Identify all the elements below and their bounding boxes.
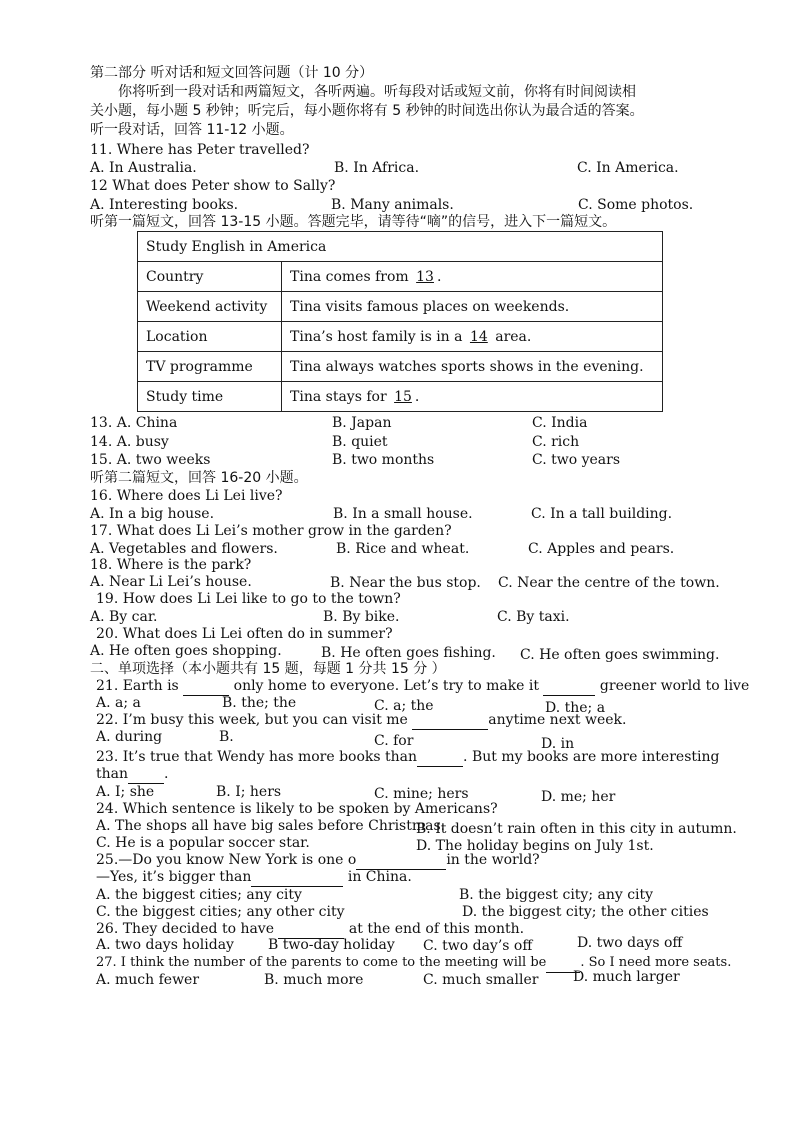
- q11-option-c[interactable]: C. In America.: [577, 160, 679, 176]
- q24-option-b[interactable]: B. It doesn’t rain often in this city in autumn.: [416, 821, 737, 837]
- q20-option-a[interactable]: A. He often goes shopping.: [90, 643, 282, 659]
- q11-stem: 11. Where has Peter travelled?: [90, 142, 310, 158]
- q15-option-c[interactable]: C. two years: [532, 452, 621, 468]
- q20-option-b[interactable]: B. He often goes fishing.: [321, 645, 496, 661]
- q16-option-a[interactable]: A. In a big house.: [90, 506, 215, 522]
- table-row: [138, 292, 663, 322]
- table-row: [138, 382, 663, 412]
- study-english-table: [137, 231, 663, 412]
- q18-option-c[interactable]: C. Near the centre of the town.: [498, 575, 720, 591]
- q13-option-a[interactable]: 13. A. China: [90, 415, 178, 431]
- q27-option-a[interactable]: A. much fewer: [96, 972, 200, 988]
- q22-option-b[interactable]: B.: [219, 729, 234, 745]
- q12-option-c[interactable]: C. Some photos.: [578, 197, 694, 213]
- q19-option-a[interactable]: A. By car.: [90, 609, 158, 625]
- q15-option-a[interactable]: 15. A. two weeks: [90, 452, 211, 468]
- q21-option-d[interactable]: D. the; a: [545, 700, 606, 716]
- table-title: Study English in America: [138, 232, 663, 262]
- q12-stem: 12 What does Peter show to Sally?: [90, 178, 336, 194]
- q18-stem: 18. Where is the park?: [90, 557, 252, 573]
- q26-option-c[interactable]: C. two day’s off: [423, 938, 533, 954]
- q23-option-c[interactable]: C. mine; hers: [374, 786, 469, 802]
- dialog-intro: 听一段对话，回答 11-12 小题。: [90, 122, 294, 138]
- q21-option-a[interactable]: A. a; a: [96, 695, 141, 711]
- table-value: Tina visits famous places on weekends.: [282, 292, 663, 322]
- q21-option-c[interactable]: C. a; the: [374, 698, 434, 714]
- q14-option-c[interactable]: C. rich: [532, 434, 580, 450]
- q25-option-a[interactable]: A. the biggest cities; any city: [96, 887, 302, 903]
- q24-stem: 24. Which sentence is likely to be spoken by Americans?: [96, 801, 498, 817]
- q27-option-b[interactable]: B. much more: [264, 972, 364, 988]
- blank-15[interactable]: 15: [394, 388, 412, 405]
- q12-option-b[interactable]: B. Many animals.: [331, 197, 454, 213]
- table-key: Location: [138, 322, 282, 352]
- q19-option-c[interactable]: C. By taxi.: [497, 609, 570, 625]
- blank-23b[interactable]: [128, 765, 164, 784]
- blank-13[interactable]: 13: [416, 268, 434, 285]
- q11-option-b[interactable]: B. In Africa.: [334, 160, 420, 176]
- q25-option-d[interactable]: D. the biggest city; the other cities: [462, 904, 709, 920]
- blank-23a[interactable]: [417, 748, 463, 767]
- passage2-intro: 听第二篇短文，回答 16-20 小题。: [90, 470, 308, 486]
- q23-option-a[interactable]: A. I; she: [96, 784, 155, 800]
- table-row: [138, 262, 663, 292]
- blank-14[interactable]: 14: [469, 328, 488, 345]
- table-value: Tina always watches sports shows in the evening.: [282, 352, 663, 382]
- table-row: [138, 352, 663, 382]
- q23-option-b[interactable]: B. I; hers: [216, 784, 282, 800]
- part2-intro-line2: 关小题，每小题 5 秒钟；听完后，每小题你将有 5 秒钟的时间选出你认为最合适的答案。: [90, 103, 644, 119]
- q24-option-c[interactable]: C. He is a popular soccer star.: [96, 835, 310, 851]
- single-choice-heading: 二、单项选择（本小题共有 15 题，每题 1 分共 15 分 ）: [90, 661, 446, 677]
- table-key: Weekend activity: [138, 292, 282, 322]
- table-key: TV programme: [138, 352, 282, 382]
- blank-21b[interactable]: [543, 677, 595, 696]
- table-row: [138, 322, 663, 352]
- q20-option-c[interactable]: C. He often goes swimming.: [520, 647, 720, 663]
- q26-option-b[interactable]: B two-day holiday: [268, 937, 395, 953]
- q27-stem: 27. I think the number of the parents to come to the meeting will be . So I need more seats.: [96, 954, 731, 973]
- q11-option-a[interactable]: A. In Australia.: [90, 160, 197, 176]
- table-value: Tina stays for 15 .: [282, 382, 663, 412]
- q21-stem: 21. Earth is only home to everyone. Let’s try to make it greener world to live: [96, 678, 750, 694]
- q13-option-b[interactable]: B. Japan: [332, 415, 392, 431]
- table-value: Tina’s host family is in a 14 area.: [282, 322, 663, 352]
- q26-option-a[interactable]: A. two days holiday: [96, 937, 234, 953]
- q26-option-d[interactable]: D. two days off: [577, 935, 683, 951]
- q15-option-b[interactable]: B. two months: [332, 452, 435, 468]
- q16-option-b[interactable]: B. In a small house.: [333, 506, 473, 522]
- q24-option-d[interactable]: D. The holiday begins on July 1st.: [416, 838, 654, 854]
- q17-option-c[interactable]: C. Apples and pears.: [528, 541, 675, 557]
- q22-option-d[interactable]: D. in: [541, 736, 575, 752]
- q21-option-b[interactable]: B. the; the: [222, 695, 297, 711]
- q25-option-b[interactable]: B. the biggest city; any city: [459, 887, 654, 903]
- q26-stem: 26. They decided to have at the end of this month.: [96, 921, 525, 937]
- q22-option-a[interactable]: A. during: [96, 729, 163, 745]
- blank-22[interactable]: [412, 711, 488, 730]
- table-key: Country: [138, 262, 282, 292]
- q23-stem-cont: than .: [96, 766, 169, 782]
- q16-option-c[interactable]: C. In a tall building.: [531, 506, 673, 522]
- part2-intro-line1: 你将听到一段对话和两篇短文，各听两遍。听每段对话或短文前，你将有时间阅读相: [118, 84, 636, 100]
- table-key: Study time: [138, 382, 282, 412]
- q23-stem: 23. It’s true that Wendy has more books than . But my books are more interesting: [96, 749, 720, 765]
- q19-option-b[interactable]: B. By bike.: [323, 609, 400, 625]
- q16-stem: 16. Where does Li Lei live?: [90, 488, 283, 504]
- q20-stem: 20. What does Li Lei often do in summer?: [96, 626, 393, 642]
- q23-option-d[interactable]: D. me; her: [541, 789, 616, 805]
- q13-option-c[interactable]: C. India: [532, 415, 588, 431]
- q17-stem: 17. What does Li Lei’s mother grow in the garden?: [90, 523, 452, 539]
- table-value: Tina comes from 13 .: [282, 262, 663, 292]
- q24-option-a[interactable]: A. The shops all have big sales before Christmas.: [96, 818, 446, 834]
- q27-option-d[interactable]: D. much larger: [573, 969, 680, 985]
- q25-option-c[interactable]: C. the biggest cities; any other city: [96, 904, 345, 920]
- part2-heading: 第二部分 听对话和短文回答问题（计 10 分）: [90, 65, 374, 81]
- q22-option-c[interactable]: C. for: [374, 733, 414, 749]
- q25-stem-cont: —Yes, it’s bigger than in China.: [96, 869, 412, 885]
- blank-25b[interactable]: [251, 868, 343, 887]
- q14-option-b[interactable]: B. quiet: [332, 434, 388, 450]
- q27-option-c[interactable]: C. much smaller: [423, 972, 539, 988]
- q19-stem: 19. How does Li Lei like to go to the town?: [96, 591, 401, 607]
- passage1-intro: 听第一篇短文，回答 13-15 小题。答题完毕，请等待“嘀”的信号，进入下一篇短文。: [90, 214, 617, 230]
- q25-stem: 25.—Do you know New York is one o in the world?: [96, 852, 540, 868]
- q18-option-b[interactable]: B. Near the bus stop.: [330, 575, 481, 591]
- table-title-row: [138, 232, 663, 262]
- q22-stem: 22. I’m busy this week, but you can visit me anytime next week.: [96, 712, 627, 728]
- q17-option-b[interactable]: B. Rice and wheat.: [336, 541, 470, 557]
- q17-option-a[interactable]: A. Vegetables and flowers.: [90, 541, 278, 557]
- q12-option-a[interactable]: A. Interesting books.: [90, 197, 239, 213]
- q14-option-a[interactable]: 14. A. busy: [90, 434, 169, 450]
- q18-option-a[interactable]: A. Near Li Lei’s house.: [90, 574, 252, 590]
